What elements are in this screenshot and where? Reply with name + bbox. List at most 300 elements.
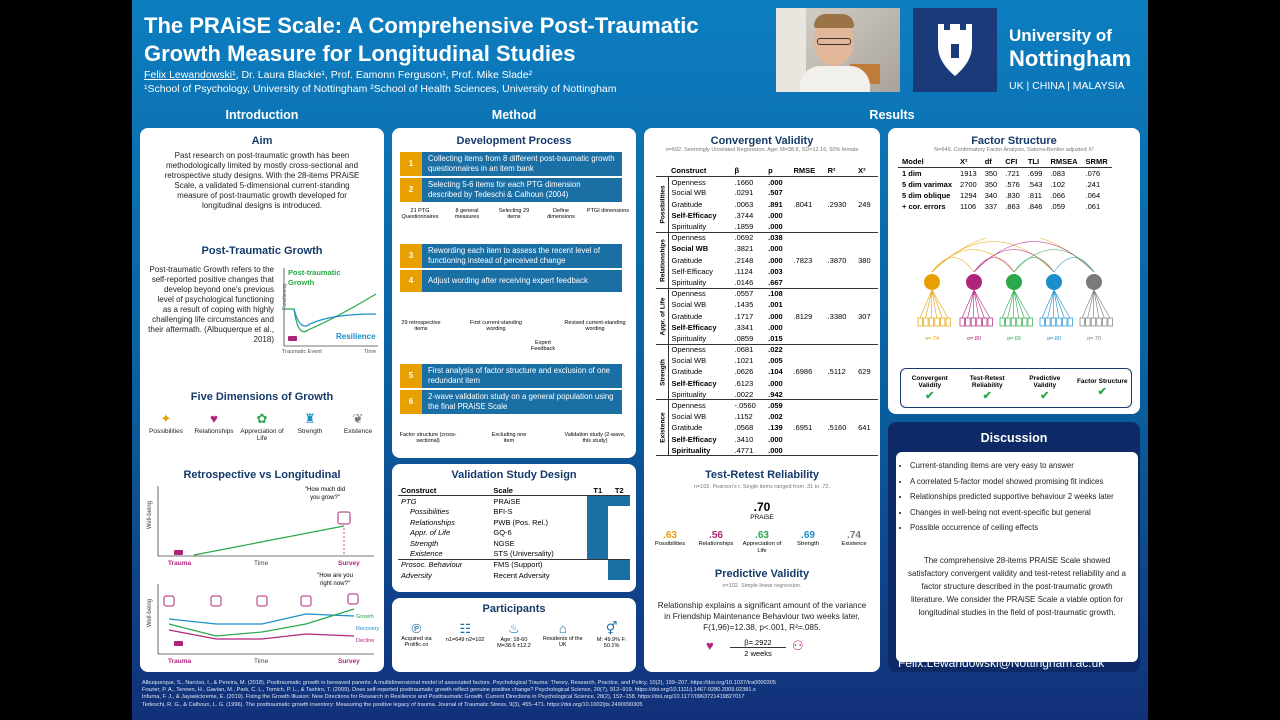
castle-crest-icon (913, 8, 997, 92)
retest-label: Relationships (698, 541, 734, 547)
factor-row (898, 201, 1112, 212)
validation-construct: Prosoc. Behaviour (401, 560, 463, 570)
convergent-row (656, 232, 878, 243)
factor-cell: .102 (1050, 180, 1066, 189)
check-retest (961, 375, 1013, 402)
dev-step-1: 1 Collecting items from 8 different post-traumatic growth questionnaires in an item bank (400, 152, 622, 176)
check-predictive (1019, 375, 1071, 402)
retest-title: Test-Retest Reliability (704, 469, 820, 481)
factor-note: N=649. Confirmatory Factor Analysis, Satorra-Bentler adjusted X² (934, 147, 1094, 153)
factor-cell: 1 dim (902, 169, 922, 178)
retest-praise-label: PRAiSE (750, 514, 774, 521)
cv-predictor: Self-Efficacy (671, 434, 717, 444)
cv-p: .507 (768, 188, 783, 198)
t2-marker (608, 517, 630, 528)
cake-icon: ♨ (508, 621, 520, 636)
poster (132, 0, 1148, 720)
cv-r2: .3380 (827, 311, 847, 321)
validation-row (398, 496, 630, 507)
cv-p: .000 (768, 177, 783, 187)
check-convergent (904, 375, 956, 402)
predictive-beta: β=.2922 (730, 638, 786, 648)
uni-name-line2: Nottingham (1009, 46, 1132, 71)
t2-marker (608, 559, 630, 570)
friends-icon: ⚇ (792, 638, 804, 653)
factor-alpha: α=.80 (966, 336, 982, 342)
predictive-text: Relationship explains a significant amount of the variance in Friendship Maintenance Behaviour two weeks later, F(1,96)=12.38, p<.001, R²=.085. (657, 601, 867, 632)
strength-icon: ♜ (304, 411, 316, 426)
cv-beta: .3410 (734, 434, 754, 444)
validation-scale: PWB (Pos. Rel.) (493, 517, 548, 527)
cv-beta: .1717 (734, 311, 754, 321)
factor-cell: 1294 (960, 191, 977, 200)
aim-title: Aim (251, 135, 273, 147)
retro-y-label-1: Well-being (147, 500, 154, 530)
presenter-webcam (776, 8, 900, 92)
cv-predictor: Self-Efficacy (671, 266, 714, 276)
convergent-group-label: Relationships (659, 238, 667, 282)
cv-p: .000 (768, 445, 783, 455)
retest-praise-value: .70 (753, 500, 771, 514)
checkmark-icon: ✔ (982, 389, 992, 402)
factor-cell: .811 (1027, 191, 1042, 200)
discussion-bullet: • Relationships predicted supportive behaviour 2 weeks later (910, 489, 1138, 505)
cv-predictor: Gratitude (671, 367, 703, 377)
check-label: Predictive Validity (1029, 374, 1061, 389)
validation-row (398, 538, 630, 549)
validation-construct: Possibilities (410, 506, 450, 516)
convergent-row (656, 176, 878, 187)
factor-cell: .699 (1027, 169, 1043, 178)
factor-cell: 5 dim varimax (902, 180, 953, 189)
cv-beta: .1859 (734, 221, 754, 231)
factor-alpha: α=.70 (1086, 336, 1102, 342)
checkmark-icon: ✔ (1040, 389, 1050, 402)
reference-2: Frazier, P. A., Tennen, H., Gavian, M., Park, C. L., Tomich, P. L., & Tashiro, T. (2009). Does self-reported posttraumatic growth reflect genuine positive change? Psychological Science, 20(7), 912–919. https://doi.org/10.1111/j.1467-9280.2009.02381.x (142, 687, 756, 694)
t1-marker (587, 496, 608, 507)
discussion-body (896, 452, 1138, 662)
dev-flow-3: Factor structure (cross-sectional) Excluding one item Validation study (2-wave, this study) (399, 432, 626, 444)
check-label: Test-Retest Reliability (969, 374, 1005, 389)
dev-step-3: 3 Rewording each item to assess the recent level of functioning instead of perceived change (400, 244, 622, 268)
factor-row (898, 179, 1112, 190)
development-panel (392, 128, 636, 458)
five-dims-title: Five Dimensions of Growth (190, 391, 334, 403)
factor-alpha: α=.74 (924, 336, 940, 342)
participant-residence: ⌂ Residents of the UK (541, 621, 585, 649)
retest-value: .56 (709, 530, 723, 541)
cv-p: .108 (768, 289, 783, 299)
cv-predictor: Gratitude (671, 255, 703, 265)
participant-n: ☷ n1=649 n2=102 (443, 621, 487, 649)
cv-beta: .3821 (734, 244, 754, 254)
cv-predictor: Social WB (671, 412, 707, 422)
uni-campuses: UK | CHINA | MALAYSIA (1009, 80, 1125, 92)
convergent-group-label: Possibilities (659, 185, 667, 224)
ptg-graph (276, 264, 380, 360)
participants-row (392, 621, 636, 649)
validation-scale: FMS (Support) (493, 560, 543, 570)
check-label: Convergent Validity (911, 374, 948, 389)
dim-appreciation: ✿ Appreciation of Life (240, 411, 284, 442)
retest-note: n=102. Pearson's r. Single items ranged from .31 to .72. (693, 484, 831, 490)
factor-cell: 350 (984, 180, 998, 189)
discussion-bullet: • Current-standing items are very easy to answer (910, 458, 1138, 474)
validation-row (398, 570, 630, 581)
factor-cell: .061 (1085, 202, 1101, 211)
factor-row (898, 190, 1112, 201)
retest-row (648, 530, 876, 555)
validation-title: Validation Study Design (451, 469, 577, 481)
convergent-row (656, 288, 878, 299)
cv-rmse: .6986 (793, 367, 813, 377)
factor-diagram (914, 238, 1124, 348)
t1-marker (587, 559, 608, 570)
cv-p: .000 (768, 244, 783, 254)
people-group-icon: ☷ (459, 621, 472, 636)
validation-panel (392, 464, 636, 592)
retro-graphs (144, 484, 380, 668)
participant-source: ℗ Acquired via Prolific.co (394, 621, 438, 649)
cv-beta: .0692 (734, 233, 754, 243)
section-results: Results (869, 108, 915, 122)
cv-predictor: Social WB (671, 356, 707, 366)
convergent-note: n=602. Seemingly Unrelated Regression. Age: M=38.8, SD=12.16, 50% female (665, 147, 859, 153)
factor-cell: 5 dim oblique (902, 191, 951, 200)
cv-predictor: Self-Efficacy (671, 378, 717, 388)
retro-y-label-2: Well-being (147, 598, 154, 628)
retest-item (648, 530, 692, 555)
convergent-row (656, 344, 878, 355)
cv-beta: .0557 (734, 289, 754, 299)
factor-alpha: α=.65 (1006, 336, 1022, 342)
dim-strength: ♜ Strength (297, 411, 323, 435)
check-factor (1076, 378, 1128, 398)
cv-x2: 307 (858, 311, 871, 321)
cv-predictor: Openness (671, 233, 706, 243)
gender-icon: ⚥ (605, 621, 618, 636)
validation-construct: Adversity (401, 570, 432, 580)
checkmark-icon: ✔ (1097, 386, 1107, 398)
cv-beta: .3341 (734, 322, 754, 332)
t1-marker (587, 549, 608, 560)
dev-step-6: 6 2-wave validation study on a general population using the final PRAiSE Scale (400, 390, 622, 414)
cv-predictor: Social WB (671, 300, 707, 310)
retest-item (832, 530, 876, 555)
cv-predictor: Self-Efficacy (671, 322, 717, 332)
factor-cell: .064 (1085, 191, 1101, 200)
cv-predictor: Gratitude (671, 423, 703, 433)
participants-title: Participants (482, 603, 546, 615)
cv-rmse: .6951 (793, 423, 813, 433)
cv-beta: .1435 (734, 300, 754, 310)
cv-p: .005 (768, 356, 783, 366)
cv-beta: .6123 (734, 378, 754, 388)
cv-beta: .0859 (734, 333, 754, 343)
discussion-title: Discussion (980, 431, 1048, 445)
cv-p: .001 (768, 300, 783, 310)
cv-predictor: Openness (671, 401, 706, 411)
cv-predictor: Social WB (671, 244, 709, 254)
cv-beta: .1660 (734, 177, 754, 187)
cv-beta: .0291 (734, 188, 754, 198)
t1-marker (587, 517, 608, 528)
validation-scale: PRAiSE (493, 496, 521, 506)
retest-label: Appreciation of Life (742, 541, 782, 554)
dim-possibilities: ✦ Possibilities (149, 411, 183, 435)
dim-existence: ❦ Existence (343, 411, 373, 435)
discussion-bullet: • A correlated 5-factor model showed promising fit indices (910, 474, 1138, 490)
retest-value: .63 (663, 530, 677, 541)
cv-predictor: Openness (671, 345, 706, 355)
cv-predictor: Self-Efficacy (671, 210, 717, 220)
ptg-text: Post-traumatic Growth refers to the self-reported positive changes that develop beyond one's previous level of psychological functioning as a result of coping with highly challenging life circumstances and their aftermath. (Albuquerque et al., 2018) (148, 265, 274, 344)
retest-value: .74 (847, 530, 861, 541)
authors (144, 69, 532, 81)
predictive-note: n=102. Simple linear regression. (722, 583, 802, 589)
contact-title: Contact me: (898, 640, 962, 652)
factor-cell: + cor. errors (902, 202, 946, 211)
cv-p: .000 (768, 322, 783, 332)
cv-p: .022 (768, 345, 783, 355)
retro-question-2: "How are you right now?" (317, 573, 353, 587)
t1-marker (587, 538, 608, 549)
validation-scale: Recent Adversity (493, 570, 550, 580)
cv-beta: .1152 (734, 412, 753, 422)
house-icon: ⌂ (558, 621, 567, 636)
cv-beta: .2148 (734, 255, 754, 265)
discussion-bullets (896, 458, 1138, 536)
retro-title: Retrospective vs Longitudinal (183, 469, 341, 481)
cv-beta: .0626 (734, 367, 754, 377)
retro-decline-label: Decline (356, 638, 375, 644)
t2-marker (608, 506, 630, 517)
cv-p: .059 (768, 401, 783, 411)
check-label: Factor Structure (1076, 378, 1128, 385)
retro-survey-2: Survey (338, 658, 360, 665)
cv-predictor: Gratitude (671, 199, 703, 209)
retest-item (740, 530, 784, 555)
retro-time-1: Time (254, 560, 269, 567)
cv-p: .000 (768, 434, 783, 444)
ptg-growth-label: Post-traumatic Growth (288, 268, 341, 287)
cv-beta: .0681 (734, 345, 754, 355)
retest-label: Possibilities (654, 541, 686, 547)
validation-row (398, 506, 630, 517)
t2-marker (608, 549, 630, 560)
discussion-panel (888, 422, 1140, 672)
cv-beta: .0146 (734, 277, 754, 287)
cv-p: .104 (768, 367, 783, 377)
validation-scale: STS (Universality) (493, 549, 554, 559)
cv-x2: 641 (858, 423, 871, 433)
cv-p: .015 (768, 333, 783, 343)
cv-beta: .0022 (734, 389, 754, 399)
factor-title: Factor Structure (971, 135, 1057, 147)
references (142, 680, 942, 709)
ptg-x-event: Traumatic Event (282, 349, 322, 355)
discussion-bullet: • Possible occurrence of ceiling effects (910, 520, 1138, 536)
contact-email[interactable]: Felix.Lewandowski@Nottingham.ac.uk (898, 656, 1105, 670)
convergent-group-label: Strength (659, 358, 667, 386)
cv-p: .000 (768, 221, 783, 231)
predictive-title: Predictive Validity (714, 568, 810, 580)
reference-1: Albuquerque, S., Narciso, I., & Pereira, M. (2018). Posttraumatic growth in bereaved parents: A multidimensional model of associated factors. Psychological Trauma: Theory, Research, Practice, and Policy, 10(2), 199–207. https://doi.org/10.1037/tra0000305 (142, 680, 776, 686)
t2-marker (608, 527, 630, 538)
cv-p: .000 (768, 311, 783, 321)
cv-predictor: Spirituality (671, 221, 707, 231)
dev-title: Development Process (456, 135, 572, 147)
validity-checklist (900, 368, 1132, 408)
validation-scale: BFI-S (493, 506, 513, 516)
participant-age: ♨ Age: 18-60 M=38.6 ±12.2 (492, 621, 536, 649)
cv-predictor: Openness (671, 289, 706, 299)
validation-row (398, 517, 630, 528)
convergent-row (656, 400, 878, 411)
convergent-table (656, 165, 878, 456)
section-method: Method (491, 108, 537, 122)
ptg-resilience-label: Resilience (336, 332, 376, 341)
cv-x2: 629 (858, 367, 871, 377)
predictive-weeks: 2 weeks (744, 649, 772, 658)
factor-cell: .059 (1050, 202, 1066, 211)
validation-construct: Relationships (410, 517, 456, 527)
uni-name-line1: University of (1009, 26, 1112, 45)
cv-predictor: Social WB (671, 188, 707, 198)
factor-cell: .846 (1027, 202, 1043, 211)
section-introduction: Introduction (225, 108, 299, 122)
dev-flow-1: 21 PTG Questionnaires 8 general measures Selecting 29 items Define dimensions PTGI dimensions (401, 208, 630, 220)
factor-alphas (914, 336, 1124, 346)
discussion-bullet: • Changes in well-being not event-specific but general (910, 505, 1138, 521)
convergent-table-wrap (656, 165, 878, 456)
cv-p: .038 (768, 233, 783, 243)
validation-row (398, 549, 630, 560)
cv-p: .139 (768, 423, 783, 433)
ptg-y-label: Functioning (281, 284, 288, 310)
affiliations: ¹School of Psychology, University of Nottingham ²School of Health Sciences, University of Nottingham (144, 83, 617, 95)
factor-cell: .543 (1027, 180, 1043, 189)
retro-growth-label: Growth (356, 614, 374, 620)
retest-label: Existence (841, 541, 867, 547)
cv-rmse: .8041 (793, 199, 813, 209)
validation-construct: PTG (401, 496, 417, 506)
t2-marker (608, 538, 630, 549)
ptg-x-time: Time (364, 349, 377, 355)
factor-cell: .863 (1005, 202, 1020, 211)
cv-beta: .0063 (734, 199, 754, 209)
cv-beta: .1021 (734, 356, 754, 366)
convergent-group-label: Appr. of Life (659, 297, 667, 336)
retro-recovery-label: Recovery (356, 626, 380, 632)
aim-text: Past research on post-traumatic growth has been methodologically limited by mostly cross-sectional and retrospective study designs. With the 28-items PRAiSE Scale, a validated 5-dimensional current-standing measure of post-traumatic growth developed for longitudinal designs is introduced. (164, 151, 360, 210)
factor-cell: .241 (1085, 180, 1101, 189)
cv-p: .667 (768, 277, 783, 287)
cv-beta: .4771 (734, 445, 754, 455)
cv-rmse: .7823 (793, 255, 813, 265)
factor-cell: 1913 (960, 169, 977, 178)
dove-icon: ❦ (352, 411, 364, 426)
factor-cell: .076 (1085, 169, 1101, 178)
validation-construct: Appr. of Life (410, 528, 451, 538)
retro-time-2: Time (254, 658, 269, 665)
heart-icon: ♥ (210, 411, 218, 426)
retest-item (694, 530, 738, 555)
retest-item (786, 530, 830, 555)
validation-scale: NGSE (493, 538, 515, 548)
cv-p: .002 (768, 412, 783, 422)
dev-step-4: 4 Adjust wording after receiving expert feedback (400, 270, 622, 292)
authors-rest: , Dr. Laura Blackie¹, Prof. Eamonn Ferguson¹, Prof. Mike Slade² (235, 69, 533, 81)
factor-cell: .066 (1050, 191, 1066, 200)
convergent-header-row: Construct β p RMSE R² X² (656, 165, 878, 176)
retest-value: .69 (801, 530, 815, 541)
validation-row (398, 527, 630, 538)
cv-predictor: Spirituality (671, 333, 707, 343)
factor-cell: .830 (1005, 191, 1020, 200)
factor-alpha: α=.80 (1046, 336, 1062, 342)
retest-label: Strength (797, 541, 819, 547)
participants-panel (392, 598, 636, 672)
cv-predictor: Spirituality (671, 445, 711, 455)
validation-construct: Strength (410, 538, 439, 548)
cv-r2: .5160 (827, 423, 847, 433)
cv-r2: .5112 (827, 367, 846, 377)
factor-cell: .083 (1050, 169, 1066, 178)
retro-trauma-1: Trauma (168, 560, 192, 567)
cv-beta: -.0560 (734, 401, 756, 411)
cv-beta: .3744 (734, 210, 754, 220)
ptg-title: Post-Traumatic Growth (201, 245, 323, 257)
dev-flow-2: 29 retrospective items First current-standing wording Expert Feedback Revised current-standing wording (401, 320, 626, 352)
cv-p: .000 (768, 255, 783, 265)
cv-beta: .0568 (734, 423, 754, 433)
cv-predictor: Openness (671, 177, 706, 187)
cv-r2: .2930 (827, 199, 847, 209)
author-link[interactable]: Felix Lewandowski¹ (144, 69, 236, 81)
introduction-panel (140, 128, 384, 672)
cv-x2: 380 (858, 255, 871, 265)
cv-predictor: Gratitude (671, 311, 703, 321)
prolific-icon: ℗ (411, 621, 422, 636)
validation-construct: Existence (410, 549, 443, 559)
factor-cell: 340 (984, 191, 998, 200)
dim-relationships: ♥ Relationships (194, 411, 234, 435)
factor-table (898, 156, 1112, 212)
factor-row (898, 168, 1112, 180)
poster-title: The PRAiSE Scale: A Comprehensive Post-Traumatic Growth Measure for Longitudinal Studies (144, 13, 699, 66)
cv-p: .003 (768, 266, 783, 276)
convergent-title: Convergent Validity (710, 135, 814, 147)
t2-marker (608, 496, 630, 507)
convergent-panel (644, 128, 880, 672)
t1-marker (587, 527, 608, 538)
heart-icon: ♥ (706, 638, 714, 653)
factor-cell: 337 (984, 202, 998, 211)
cv-x2: 249 (858, 199, 871, 209)
dev-step-2: 2 Selecting 5-6 items for each PTG dimension described by Tedeschi & Calhoun (2004) (400, 178, 622, 202)
cv-predictor: Spirituality (671, 277, 707, 287)
factor-cell: .576 (1005, 180, 1020, 189)
factor-header-row: Model X² df CFI TLI RMSEA SRMR (898, 156, 1112, 168)
reference-4: Tedeschi, R. G., & Calhoun, L. G. (1996). The posttraumatic growth inventory: Measuring the positive legacy of trauma. Journal of Traumatic Stress, 9(3), 455–471. https://doi.org/10.1002/jts.2490090305 (142, 701, 643, 708)
factor-panel (888, 128, 1140, 414)
t1-marker (587, 506, 608, 517)
retest-value: .63 (755, 530, 769, 541)
five-dims-row (142, 410, 382, 442)
factor-cell: 1106 (960, 202, 977, 211)
university-logo (913, 8, 1143, 92)
